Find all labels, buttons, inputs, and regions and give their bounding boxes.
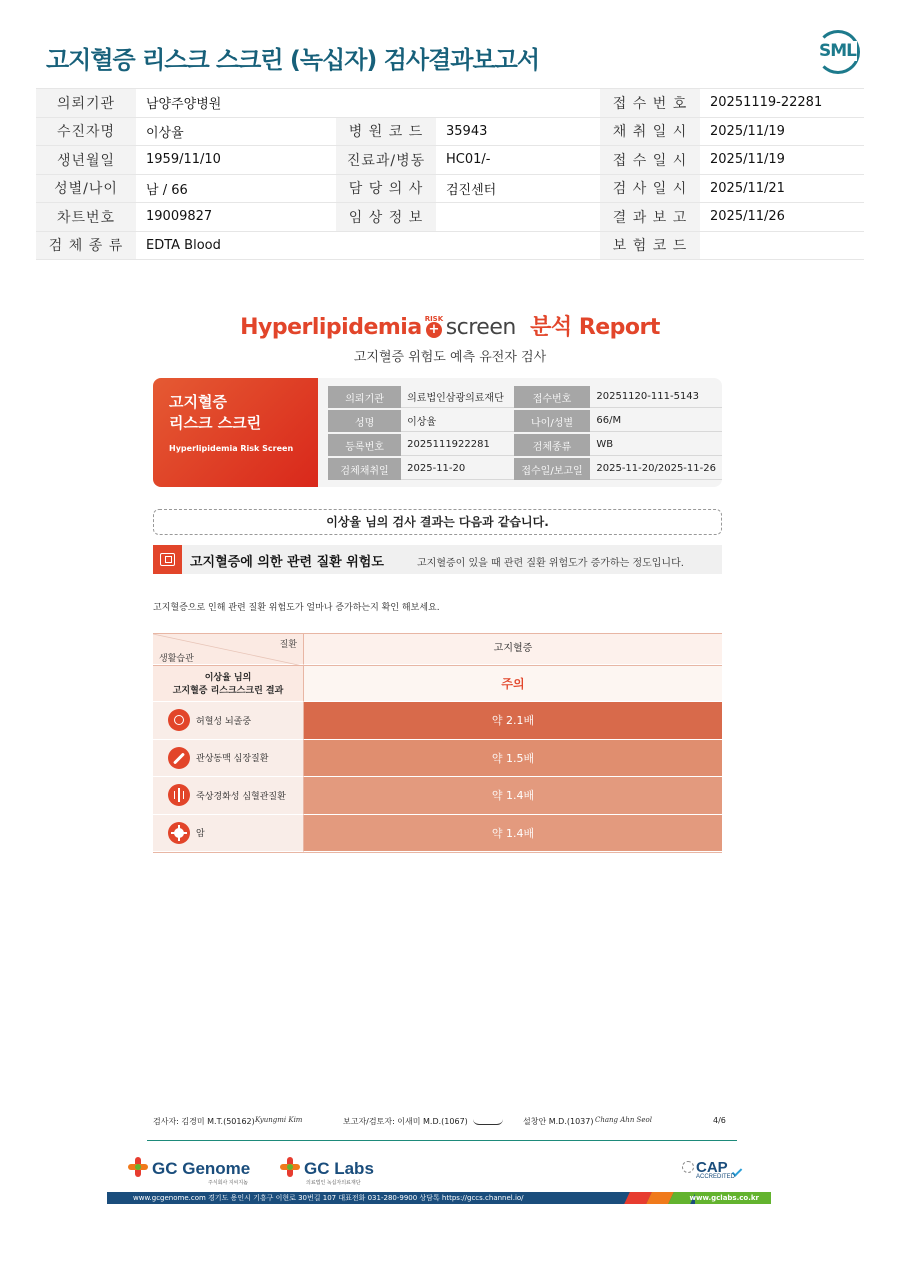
info-label: 접수번호 — [514, 386, 591, 408]
gc-genome-logo — [128, 1157, 251, 1186]
card-title-en: Hyperlipidemia Risk Screen — [169, 444, 294, 453]
info-value: WB — [590, 434, 722, 456]
patient-label: 진료과/병동 — [336, 146, 436, 175]
footer-website: www.gclabs.co.kr — [689, 1194, 759, 1202]
gc-labs-sub: 의료법인 녹십자의료재단 — [306, 1180, 361, 1186]
patient-value: 검진센터 — [436, 174, 600, 203]
risk-row — [153, 702, 722, 740]
info-row — [328, 434, 722, 456]
risk-row-value: 약 1.4배 — [303, 777, 722, 815]
patient-label: 검 사 일 시 — [600, 174, 700, 203]
patient-row — [36, 174, 864, 203]
patient-label: 결 과 보 고 — [600, 203, 700, 232]
footer-bar — [107, 1192, 771, 1204]
risk-row-label: 허혈성 뇌졸중 — [196, 716, 252, 727]
patient-label — [336, 231, 436, 260]
risk-row-label: 죽상경화성 심혈관질환 — [196, 791, 286, 802]
patient-value: 20251119-22281 — [700, 89, 864, 118]
risk-grid-summary — [153, 665, 722, 702]
patient-row — [36, 231, 864, 260]
risk-row — [153, 815, 722, 853]
brand-part2: screen — [445, 315, 516, 340]
summary-label — [153, 665, 303, 702]
risk-row-label-cell — [153, 740, 303, 778]
risk-plus-icon: + RISK — [426, 322, 442, 338]
patient-label: 임 상 정 보 — [336, 203, 436, 232]
risk-grid-header — [153, 633, 722, 665]
info-label: 검체채취일 — [328, 458, 401, 480]
risk-row-label-cell — [153, 702, 303, 740]
patient-value: 2025/11/21 — [700, 174, 864, 203]
patient-value: 남 / 66 — [136, 174, 336, 203]
patient-value: 19009827 — [136, 203, 336, 232]
gc-labs-logo — [280, 1157, 374, 1186]
risk-row-value: 약 1.5배 — [303, 740, 722, 778]
hospital-icon — [153, 545, 182, 574]
patient-label: 생년월일 — [36, 146, 136, 175]
cap-sub: ACCREDITED — [696, 1174, 736, 1180]
risk-grid — [153, 633, 722, 853]
patient-value — [436, 231, 600, 260]
intro-text: 고지혈증으로 인해 관련 질환 위험도가 얼마나 증가하는지 확인 해보세요. — [153, 603, 440, 613]
risk-row — [153, 777, 722, 815]
info-value: 20251120-111-5143 — [590, 386, 722, 408]
risk-row-value: 약 2.1배 — [303, 702, 722, 740]
patient-value: EDTA Blood — [136, 231, 336, 260]
cap-seal-icon — [682, 1161, 694, 1173]
brand-part3: 분석 Report — [530, 315, 660, 340]
patient-value: HC01/- — [436, 146, 600, 175]
report-brand-title — [0, 310, 900, 341]
patient-value: 1959/11/10 — [136, 146, 336, 175]
examiner: 검사자: 김경미 M.T.(50162) — [153, 1117, 255, 1126]
result-banner: 이상율 님의 검사 결과는 다음과 같습니다. — [153, 509, 722, 535]
gc-cross-icon — [280, 1157, 300, 1177]
patient-row — [36, 89, 864, 118]
cap-title: CAP — [696, 1159, 728, 1176]
patient-label: 보 험 코 드 — [600, 231, 700, 260]
patient-value — [436, 203, 600, 232]
info-row — [328, 410, 722, 432]
patient-label: 차트번호 — [36, 203, 136, 232]
info-value: 의료법인삼광의료재단 — [401, 386, 514, 408]
patient-value: 2025/11/19 — [700, 146, 864, 175]
risk-row-label-cell — [153, 777, 303, 815]
section-header — [153, 545, 722, 574]
summary-label-line2: 고지혈증 리스크스크린 결과 — [172, 686, 284, 696]
info-label: 의뢰기관 — [328, 386, 401, 408]
page-title: 고지혈증 리스크 스크린 (녹십자) 검사결과보고서 — [46, 46, 540, 74]
risk-row-label-cell — [153, 815, 303, 853]
page-number: 4/6 — [713, 1116, 726, 1125]
cancer-icon — [168, 822, 190, 844]
patient-row — [36, 203, 864, 232]
info-value: 2025-11-20 — [401, 458, 514, 480]
patient-value — [700, 231, 864, 260]
brand-part1: Hyperlipidemia — [240, 315, 422, 340]
sml-logo — [812, 28, 864, 76]
gc-genome-sub: 주식회사 지씨지놈 — [208, 1180, 249, 1186]
patient-label: 병 원 코 드 — [336, 117, 436, 146]
artery-icon — [168, 747, 190, 769]
gc-genome-name: GC Genome — [152, 1159, 251, 1178]
patient-row — [36, 146, 864, 175]
patient-value — [436, 89, 600, 118]
patient-label: 접 수 번 호 — [600, 89, 700, 118]
patient-row — [36, 117, 864, 146]
header-lifestyle-label: 생활습관 — [159, 654, 194, 664]
risk-row-label: 암 — [196, 829, 205, 840]
stripe-decoration — [625, 1192, 695, 1204]
info-label: 나이/성별 — [514, 410, 591, 432]
patient-label: 수진자명 — [36, 117, 136, 146]
section-title: 고지혈증에 의한 관련 질환 위험도 — [190, 555, 384, 570]
gc-labs-name: GC Labs — [304, 1159, 374, 1178]
info-row — [328, 458, 722, 480]
info-label: 검체종류 — [514, 434, 591, 456]
examiner-signature: Kyungmi Kim — [255, 1116, 303, 1124]
patient-label: 검 체 종 류 — [36, 231, 136, 260]
grid-bottom-line — [153, 852, 722, 853]
info-value: 66/M — [590, 410, 722, 432]
footer-rule — [147, 1140, 737, 1141]
patient-value: 남양주양병원 — [136, 89, 336, 118]
patient-value: 이상율 — [136, 117, 336, 146]
risk-row-label: 관상동맥 심장질환 — [196, 754, 269, 765]
summary-card — [153, 378, 722, 487]
director: 설창안 M.D.(1037) — [523, 1117, 594, 1126]
report-subtitle: 고지혈증 위험도 예측 유전자 검사 — [353, 350, 547, 365]
card-title-line2: 리스크 스크린 — [169, 414, 262, 432]
header-disease-label: 질환 — [279, 640, 297, 650]
section-description: 고지혈증이 있을 때 관련 질환 위험도가 증가하는 정도입니다. — [417, 558, 684, 569]
logo-text: SML — [819, 41, 856, 61]
director-signature: Chang Ahn Seol — [595, 1116, 652, 1124]
footer-contact: www.gcgenome.com 경기도 용인시 기흥구 이현로 30번길 107 대표전화 031-280-9900 상담톡 https://gccs.channel.io/ — [133, 1194, 524, 1202]
reviewer: 보고자/검토자: 이새미 M.D.(1067) — [343, 1117, 468, 1126]
card-title-line1: 고지혈증 — [169, 393, 227, 411]
patient-label — [336, 89, 436, 118]
summary-value: 주의 — [303, 665, 722, 702]
info-label: 성명 — [328, 410, 401, 432]
patient-label: 담 당 의 사 — [336, 174, 436, 203]
patient-label: 채 취 일 시 — [600, 117, 700, 146]
info-value: 2025111922281 — [401, 434, 514, 456]
info-label: 등록번호 — [328, 434, 401, 456]
brand-risk: RISK — [424, 315, 444, 323]
header-corner — [153, 633, 303, 665]
patient-label: 의뢰기관 — [36, 89, 136, 118]
risk-row-value: 약 1.4배 — [303, 815, 722, 853]
vessel-icon — [168, 784, 190, 806]
risk-row — [153, 740, 722, 778]
reviewer-signature — [473, 1119, 503, 1125]
info-value: 이상율 — [401, 410, 514, 432]
brain-icon — [168, 709, 190, 731]
patient-value: 2025/11/19 — [700, 117, 864, 146]
card-title-block — [153, 378, 318, 487]
summary-label-line1: 이상율 님의 — [204, 673, 252, 683]
info-label: 접수일/보고일 — [514, 458, 591, 480]
patient-info-table — [36, 88, 864, 260]
info-value: 2025-11-20/2025-11-26 — [590, 458, 722, 480]
info-row — [328, 386, 722, 408]
patient-value: 35943 — [436, 117, 600, 146]
patient-label: 접 수 일 시 — [600, 146, 700, 175]
gc-cross-icon — [128, 1157, 148, 1177]
patient-label: 성별/나이 — [36, 174, 136, 203]
card-info-table — [328, 384, 722, 482]
header-column-label: 고지혈증 — [303, 633, 722, 665]
patient-value: 2025/11/26 — [700, 203, 864, 232]
